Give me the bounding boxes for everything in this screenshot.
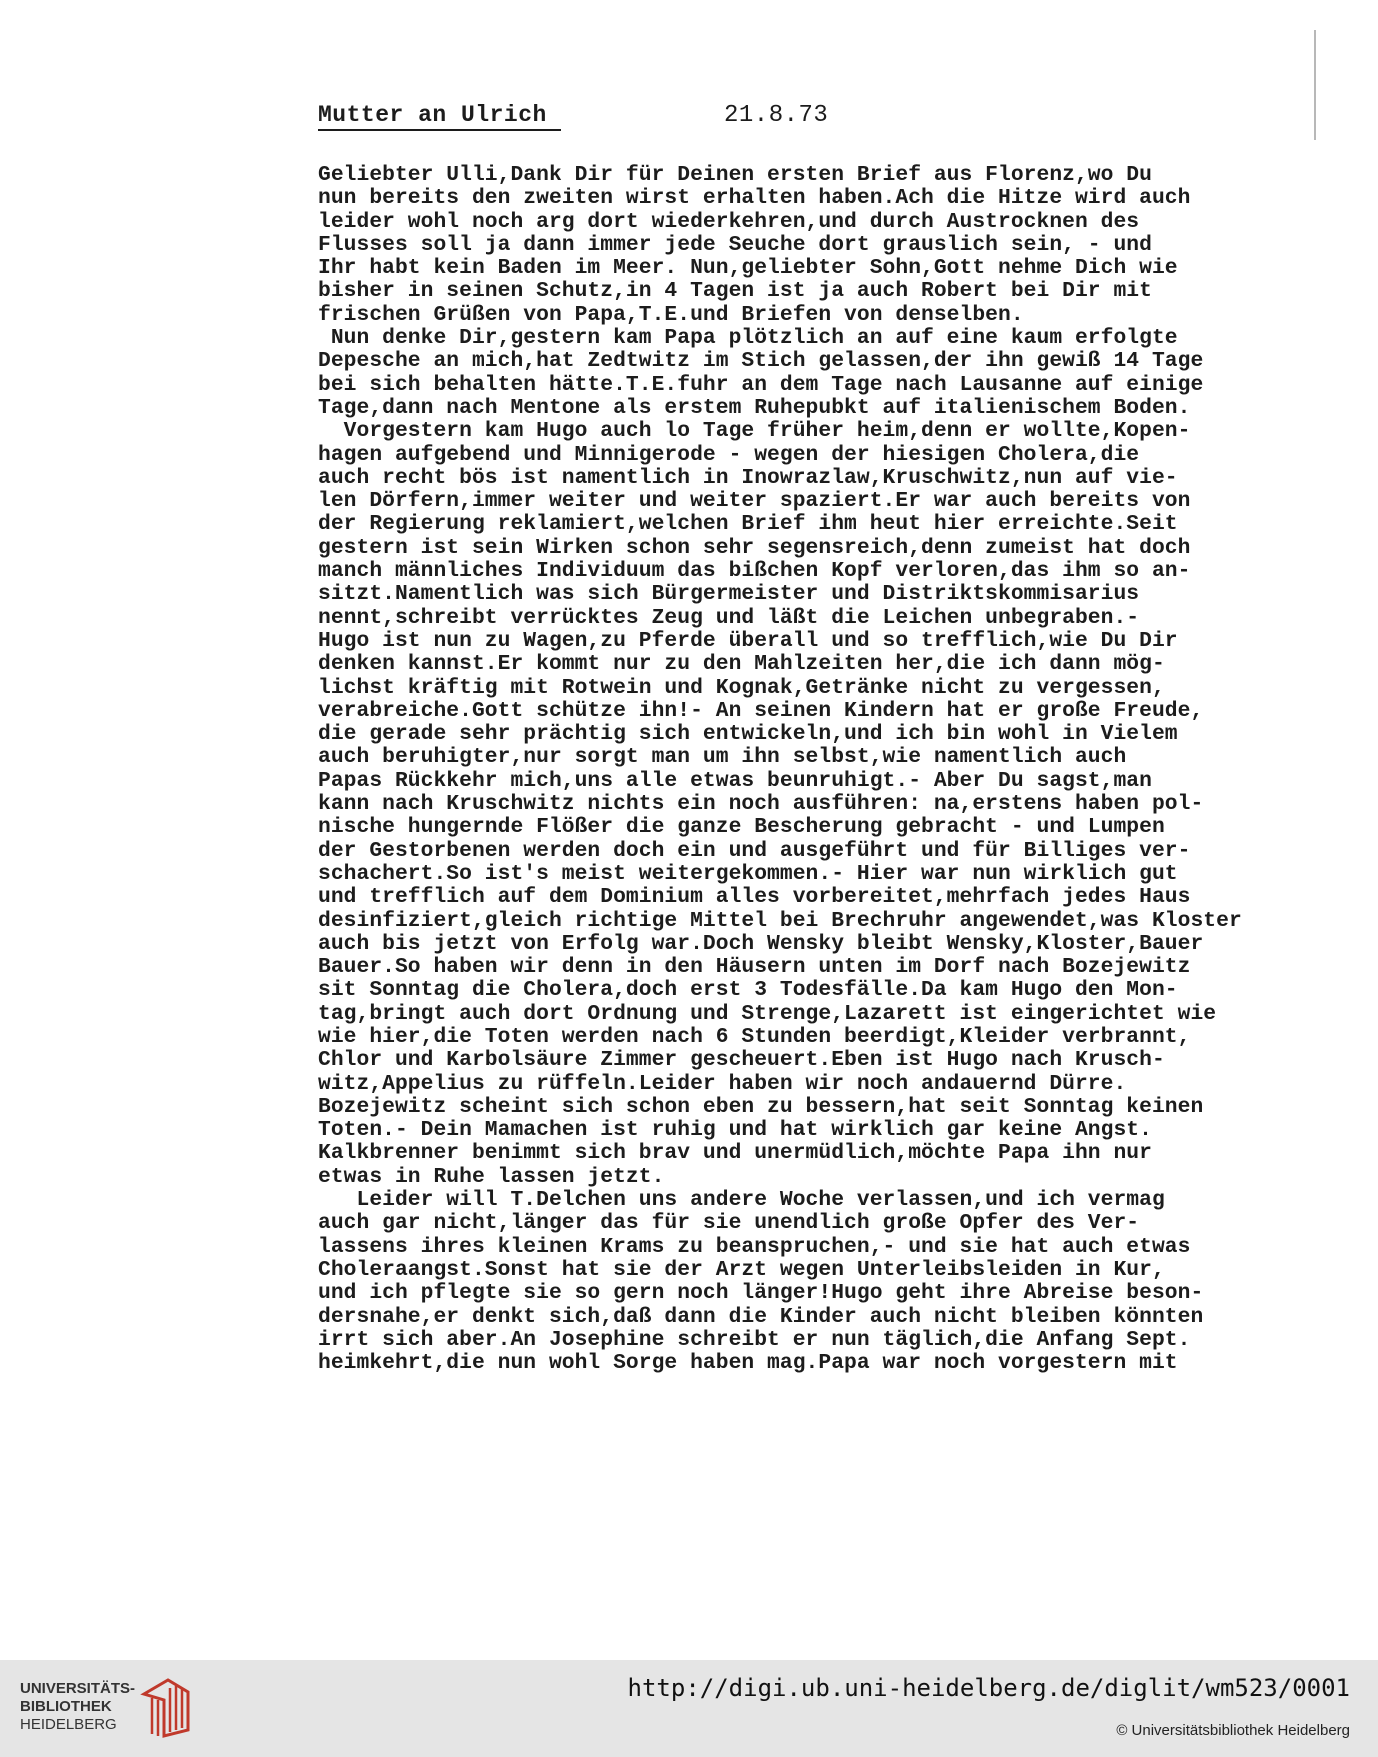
letter-line: Ihr habt kein Baden im Meer. Nun,geliebter Sohn,Gott nehme Dich wie: [318, 256, 1178, 281]
letter-line: gestern ist sein Wirken schon sehr segensreich,denn zumeist hat doch: [318, 535, 1191, 560]
letter-line: Hugo ist nun zu Wagen,zu Pferde überall und so trefflich,wie Du Dir: [318, 628, 1178, 653]
letter-line: witz,Appelius zu rüffeln.Leider haben wir noch andauernd Dürre.: [318, 1071, 1127, 1096]
footer-bar: [0, 1660, 1378, 1757]
letter-date: 21.8.73: [724, 102, 829, 129]
letter-line: Chlor und Karbolsäure Zimmer gescheuert.Eben ist Hugo nach Krusch-: [318, 1048, 1165, 1073]
letter-line: Vorgestern kam Hugo auch lo Tage früher heim,denn er wollte,Kopen-: [318, 419, 1191, 444]
letter-line: und trefflich auf dem Dominium alles vorbereitet,mehrfach jedes Haus: [318, 885, 1191, 910]
letter-line: schachert.So ist's meist weitergekommen.- Hier war nun wirklich gut: [318, 861, 1178, 886]
letter-line: wie hier,die Toten werden nach 6 Stunden beerdigt,Kleider verbrannt,: [318, 1024, 1191, 1049]
letter-line: heimkehrt,die nun wohl Sorge haben mag.Papa war noch vorgestern mit: [318, 1351, 1178, 1376]
letter-line: der Regierung reklamiert,welchen Brief ihm heut hier erreichte.Seit: [318, 512, 1178, 537]
letter-line: denken kannst.Er kommt nur zu den Mahlzeiten her,die ich dann mög-: [318, 652, 1165, 677]
letter-line: nennt,schreibt verrücktes Zeug und läßt die Leichen unbegraben.-: [318, 605, 1140, 630]
letter-line: auch bis jetzt von Erfolg war.Doch Wensky bleibt Wensky,Kloster,Bauer: [318, 931, 1204, 956]
letter-line: bisher in seinen Schutz,in 4 Tagen ist ja auch Robert bei Dir mit: [318, 279, 1152, 304]
letter-line: Tage,dann nach Mentone als erstem Ruhepubkt auf italienischem Boden.: [318, 395, 1191, 420]
letter-line: tag,bringt auch dort Ordnung und Strenge,Lazarett ist eingerichtet wie: [318, 1001, 1217, 1026]
letter-line: nun bereits den zweiten wirst erhalten haben.Ach die Hitze wird auch: [318, 186, 1191, 211]
letter-line: lichst kräftig mit Rotwein und Kognak,Getränke nicht zu vergessen,: [318, 675, 1165, 700]
letter-line: Choleraangst.Sonst hat sie der Arzt wegen Unterleibsleiden in Kur,: [318, 1257, 1165, 1282]
copyright-text: © Universitätsbibliothek Heidelberg: [1116, 1722, 1350, 1739]
letter-line: auch recht bös ist namentlich in Inowrazlaw,Kruschwitz,nun auf vie-: [318, 465, 1178, 490]
letter-line: nische hungernde Flößer die ganze Bescherung gebracht - und Lumpen: [318, 815, 1165, 840]
logo-line-1: UNIVERSITÄTS-: [20, 1680, 136, 1697]
letter-line: Bozejewitz scheint sich schon eben zu bessern,hat seit Sonntag keinen: [318, 1094, 1204, 1119]
letter-line: auch beruhigter,nur sorgt man um ihn selbst,wie namentlich auch: [318, 745, 1127, 770]
letter-line: sit Sonntag die Cholera,doch erst 3 Todesfälle.Da kam Hugo den Mon-: [318, 978, 1178, 1003]
letter-line: irrt sich aber.An Josephine schreibt er nun täglich,die Anfang Sept.: [318, 1327, 1191, 1352]
letter-line: leider wohl noch arg dort wiederkehren,und durch Austrocknen des: [318, 209, 1140, 234]
letter-line: etwas in Ruhe lassen jetzt.: [318, 1164, 665, 1189]
letter-line: bei sich behalten hätte.T.E.fuhr an dem Tage nach Lausanne auf einige: [318, 372, 1204, 397]
letter-line: Geliebter Ulli,Dank Dir für Deinen ersten Brief aus Florenz,wo Du: [318, 163, 1152, 187]
letter-line: Leider will T.Delchen uns andere Woche verlassen,und ich vermag: [318, 1188, 1165, 1213]
letter-line: der Gestorbenen werden doch ein und ausgeführt und für Billiges ver-: [318, 838, 1191, 863]
letter-line: die gerade sehr prächtig sich entwickeln,und ich bin wohl in Vielem: [318, 722, 1178, 747]
letter-title: Mutter an Ulrich: [318, 102, 561, 131]
letter-line: verabreiche.Gott schütze ihn!- An seinen Kindern hat er große Freude,: [318, 698, 1204, 723]
library-logo-text: [20, 1680, 135, 1734]
letter-line: manch männliches Individuum das bißchen Kopf verloren,das ihm so an-: [318, 559, 1191, 584]
letter-line: len Dörfern,immer weiter und weiter spaziert.Er war auch bereits von: [318, 489, 1191, 514]
logo-line-3: HEIDELBERG: [20, 1716, 117, 1733]
letter-line: desinfiziert,gleich richtige Mittel bei Brechruhr angewendet,was Kloster: [318, 908, 1242, 933]
source-url[interactable]: http://digi.ub.uni-heidelberg.de/diglit/wm523/0001: [627, 1674, 1350, 1702]
letter-line: hagen aufgebend und Minnigerode - wegen der hiesigen Cholera,die: [318, 442, 1140, 467]
letter-line: auch gar nicht,länger das für sie unendlich große Opfer des Ver-: [318, 1211, 1140, 1236]
logo-line-2: BIBLIOTHEK: [20, 1698, 112, 1715]
scan-edge-line: [1314, 30, 1316, 140]
letter-line: Nun denke Dir,gestern kam Papa plötzlich an auf eine kaum erfolgte: [318, 326, 1178, 351]
letter-line: Toten.- Dein Mamachen ist ruhig und hat wirklich gar keine Angst.: [318, 1118, 1152, 1143]
library-logo-icon: [138, 1674, 194, 1740]
letter-line: sitzt.Namentlich was sich Bürgermeister und Distriktskommisarius: [318, 582, 1140, 607]
letter-line: Papas Rückkehr mich,uns alle etwas beunruhigt.- Aber Du sagst,man: [318, 768, 1152, 793]
letter-line: lassens ihres kleinen Krams zu beanspruchen,- und sie hat auch etwas: [318, 1234, 1191, 1259]
letter-line: kann nach Kruschwitz nichts ein noch ausführen: na,erstens haben pol-: [318, 792, 1204, 817]
letter-line: dersnahe,er denkt sich,daß dann die Kinder auch nicht bleiben könnten: [318, 1304, 1204, 1329]
letter-body: [318, 164, 1318, 1375]
letter-line: frischen Grüßen von Papa,T.E.und Briefen von denselben.: [318, 302, 1024, 327]
letter-line: Flusses soll ja dann immer jede Seuche dort grauslich sein, - und: [318, 232, 1152, 257]
letter-line: Bauer.So haben wir denn in den Häusern unten im Dorf nach Bozejewitz: [318, 955, 1191, 980]
letter-line: und ich pflegte sie so gern noch länger!Hugo geht ihre Abreise beson-: [318, 1281, 1204, 1306]
letter-line: Kalkbrenner benimmt sich brav und unermüdlich,möchte Papa ihn nur: [318, 1141, 1152, 1166]
letter-line: Depesche an mich,hat Zedtwitz im Stich gelassen,der ihn gewiß 14 Tage: [318, 349, 1204, 374]
